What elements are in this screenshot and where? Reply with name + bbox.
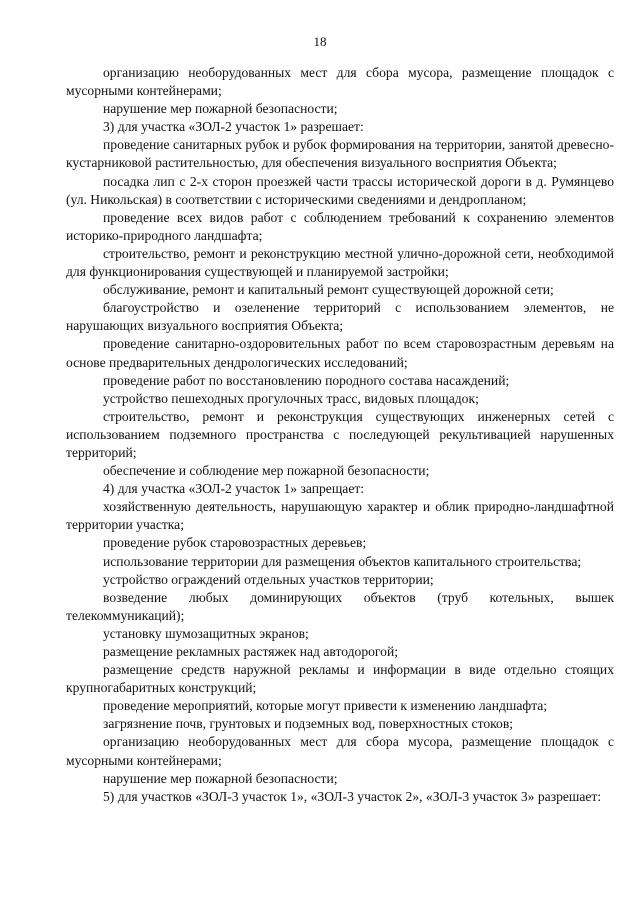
paragraph: проведение работ по восстановлению породного состава насаждений;	[103, 372, 510, 388]
paragraph: обеспечение и соблюдение мер пожарной безопасности;	[103, 463, 430, 479]
paragraph: проведение всех видов работ с соблюдением требований к сохранению элементов историко-природного ландшафта;	[66, 209, 614, 243]
paragraph: организацию необорудованных мест для сбора мусора, размещение площадок с мусорными контейнерами;	[66, 65, 614, 99]
paragraph: строительство, ремонт и реконструкцию местной улично-дорожной сети, необходимой для функционирования существующей и планируемой застройки;	[66, 245, 614, 280]
section-heading: 4) для участка «ЗОЛ-2 участок 1» запрещает:	[103, 481, 365, 497]
paragraph: установку шумозащитных экранов;	[103, 625, 309, 641]
paragraph: обслуживание, ремонт и капитальный ремонт существующей дорожной сети;	[103, 282, 554, 298]
paragraph: нарушение мер пожарной безопасности;	[103, 101, 338, 117]
paragraph: организацию необорудованных мест для сбора мусора, размещение площадок с мусорными контейнерами;	[66, 734, 614, 768]
paragraph: размещение средств наружной рекламы и информации в виде отдельно стоящих крупногабаритных конструкций;	[66, 662, 614, 696]
paragraph: проведение мероприятий, которые могут привести к изменению ландшафта;	[103, 698, 548, 714]
paragraph: размещение рекламных растяжек над автодорогой;	[103, 644, 399, 659]
paragraph: хозяйственную деятельность, нарушающую характер и облик природно-ландшафтной территории участка;	[66, 499, 614, 533]
paragraph: проведение санитарно-оздоровительных работ по всем старовозрастным деревьям на основе предварительных дендрологических исследований;	[66, 336, 614, 370]
section-heading: 3) для участка «ЗОЛ-2 участок 1» разрешает:	[103, 119, 364, 135]
paragraph: строительство, ремонт и реконструкция существующих инженерных сетей с использованием подземного пространства с последующей рекультивацией нарушенных территорий;	[66, 408, 614, 460]
paragraph: устройство пешеходных прогулочных трасс, видовых площадок;	[103, 390, 479, 406]
paragraph: нарушение мер пожарной безопасности;	[103, 770, 338, 786]
page-number: 18	[313, 34, 327, 49]
section-heading: 5) для участков «ЗОЛ-3 участок 1», «ЗОЛ-3 участок 2», «ЗОЛ-3 участок 3» разрешает:	[103, 788, 602, 804]
paragraph: устройство ограждений отдельных участков территории;	[103, 571, 434, 587]
paragraph: посадка лип с 2-х сторон проезжей части трассы исторической дороги в д. Румянцево (ул. Никольская) в соответствии с историческими сведениями и дендропланом;	[66, 173, 614, 207]
paragraph: загрязнение почв, грунтовых и подземных вод, поверхностных стоков;	[103, 716, 514, 732]
paragraph: возведение любых доминирующих объектов (труб котельных, вышек телекоммуникаций);	[66, 589, 614, 623]
document-body	[66, 64, 614, 806]
paragraph: проведение рубок старовозрастных деревьев;	[103, 535, 367, 551]
paragraph: использование территории для размещения объектов капитального строительства;	[103, 553, 582, 569]
paragraph: благоустройство и озеленение территорий с использованием элементов, не нарушающих визуального восприятия Объекта;	[66, 300, 614, 334]
paragraph: проведение санитарных рубок и рубок формирования на территории, занятой древесно-кустарниковой растительностью, для обеспечения визуального восприятия Объекта;	[66, 137, 614, 171]
